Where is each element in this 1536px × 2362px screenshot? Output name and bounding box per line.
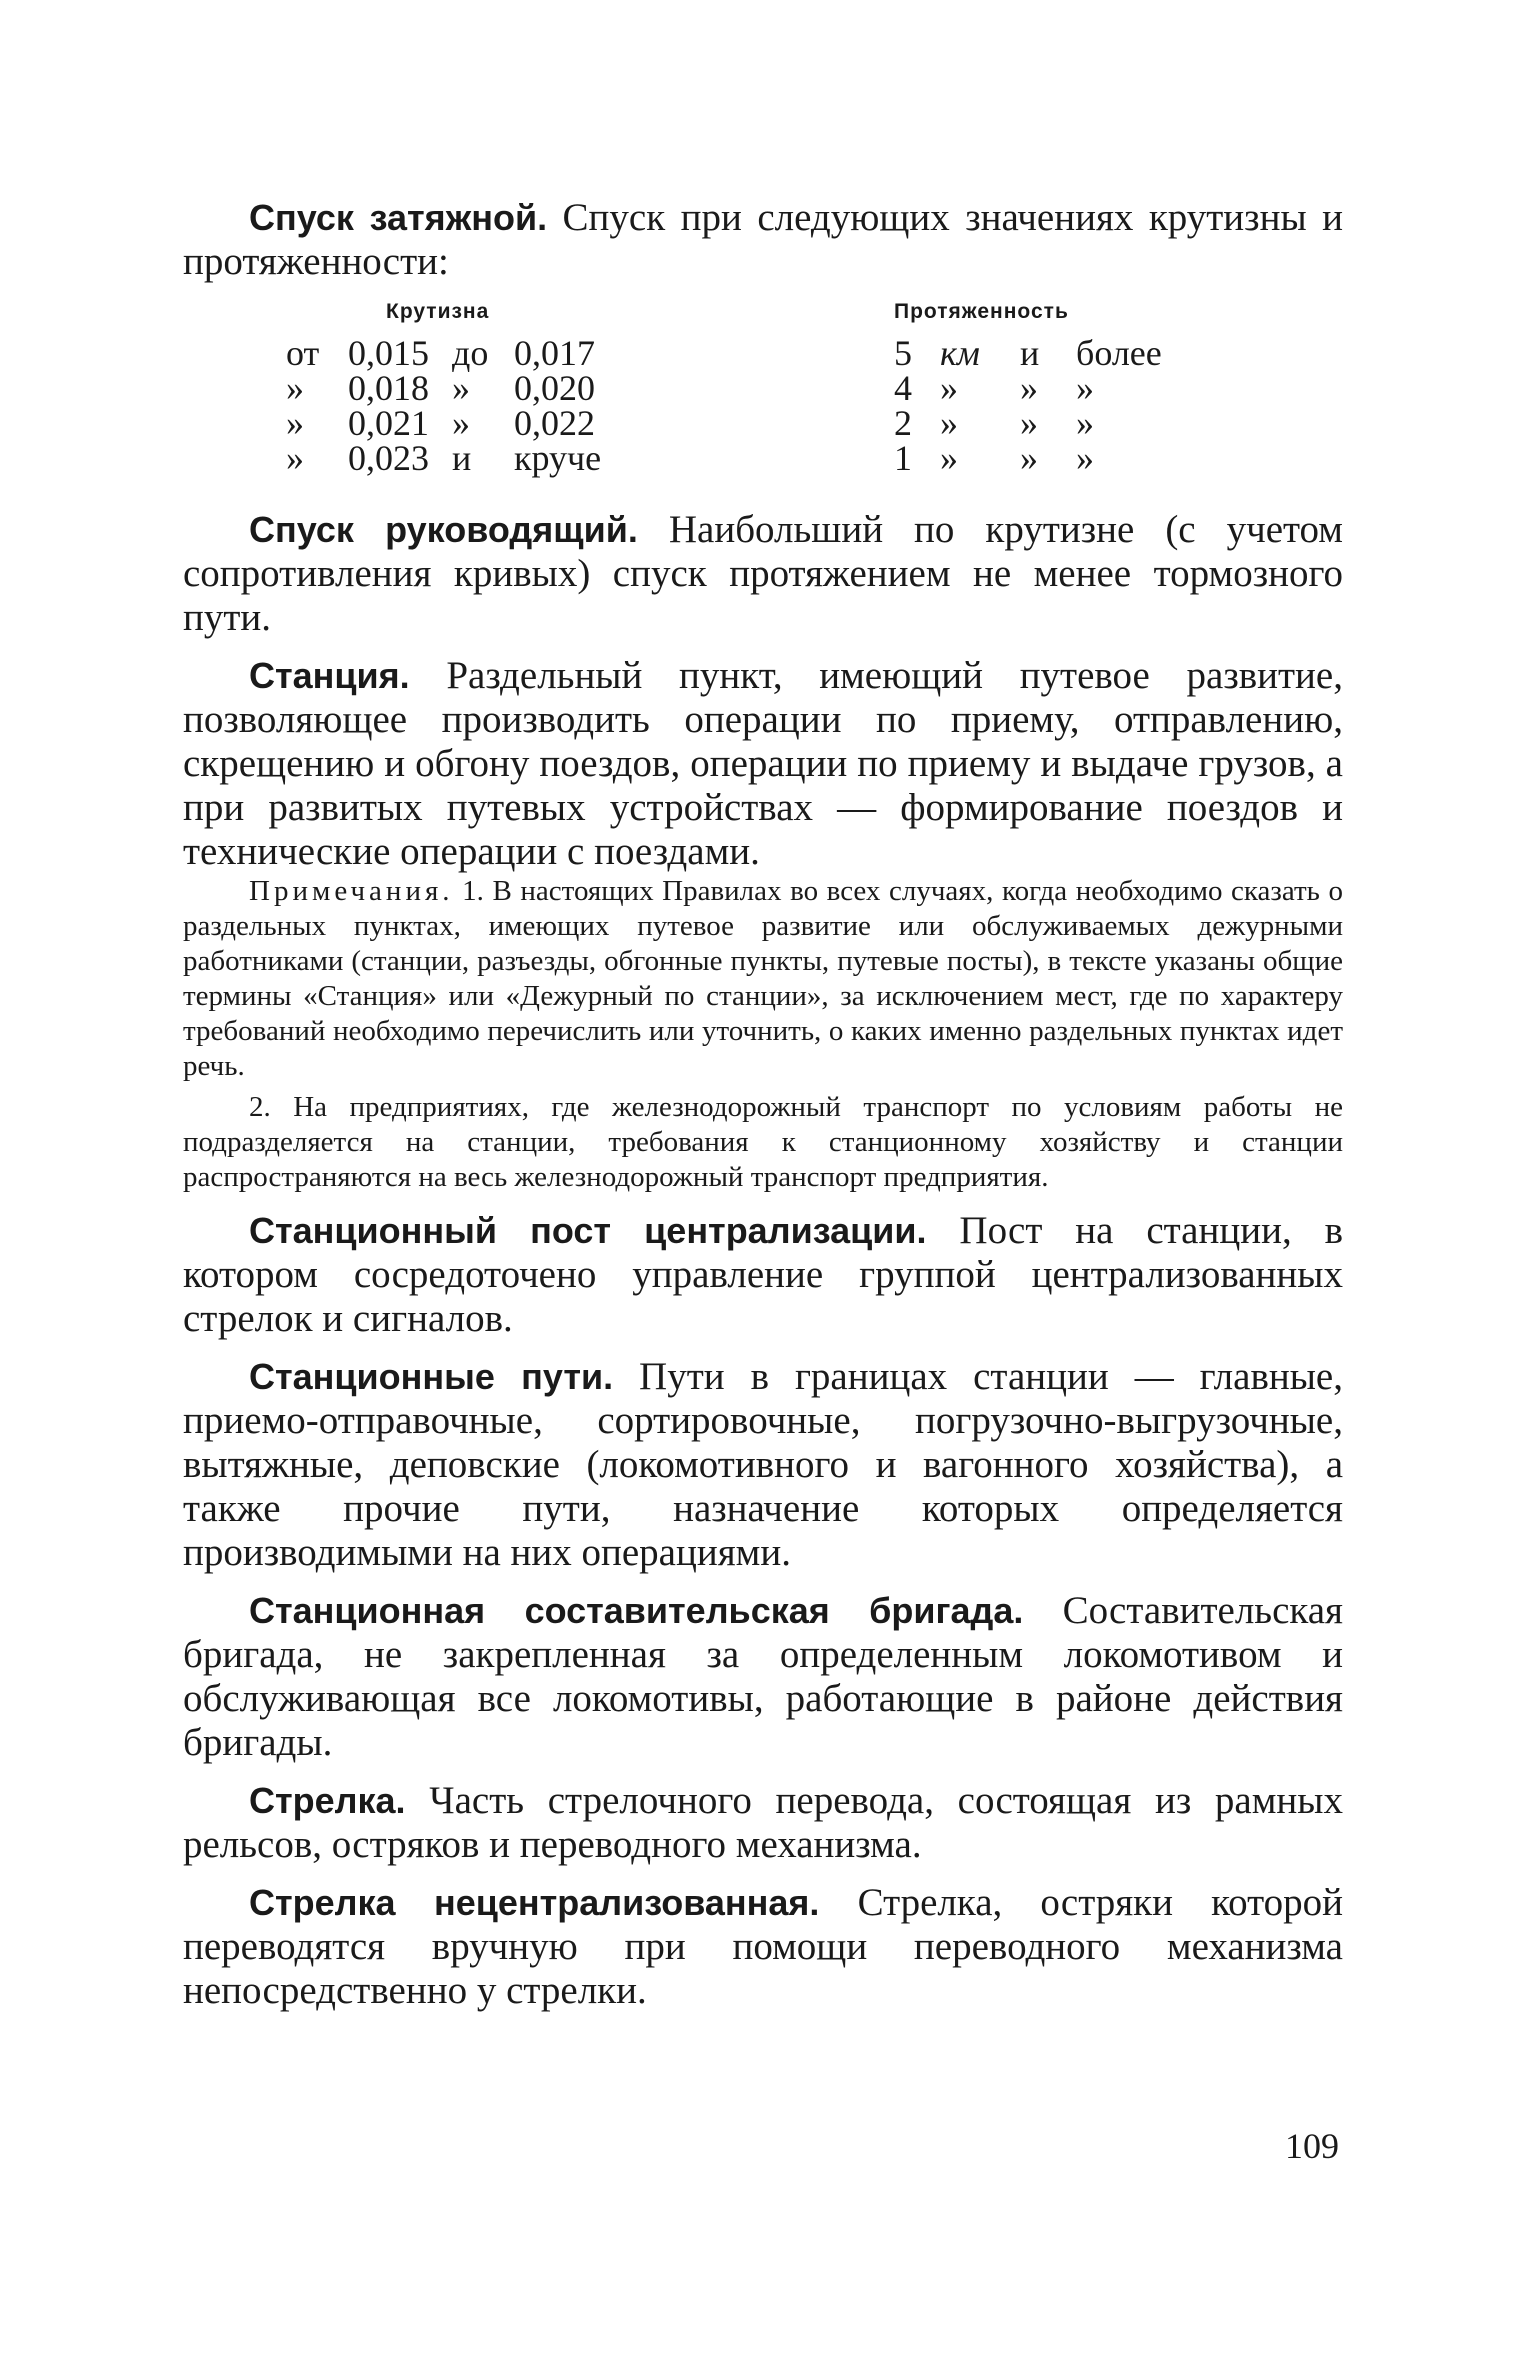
table-row (286, 371, 1222, 406)
cell: км (940, 333, 980, 373)
note-1 (183, 874, 1343, 1084)
cell: 2 (894, 403, 912, 443)
entry-stantsiya (183, 654, 1343, 874)
cell: » (286, 368, 304, 408)
steepness-table (286, 300, 1222, 476)
cell: и (1020, 333, 1040, 373)
entry-spusk-zatyazhnoy (183, 196, 1343, 284)
cell: 0,015 (348, 333, 429, 373)
notes-label: Примечания. (249, 875, 454, 907)
definition: Пост на станции, в котором сосредоточено управление группой централизованных стрелок и сигналов. (183, 1209, 1343, 1340)
term: Стрелка нецентрализованная. (249, 1882, 820, 1923)
cell: » (1020, 368, 1038, 408)
cell: » (1076, 438, 1094, 478)
cell: » (1020, 438, 1038, 478)
definition: Составительская бригада, не закрепленная за определенным локомотивом и обслуживающая все локомотивы, работающие в районе действия бригады. (183, 1589, 1343, 1764)
entry-sostavitelskaya-brigada (183, 1589, 1343, 1765)
cell: » (452, 403, 470, 443)
table-row (286, 336, 1222, 371)
note-1-text: 1. В настоящих Правилах во всех случаях, когда необходимо сказать о раздельных пунктах, имеющих путевое развитие или обслуживаемых дежурными работниками (станции, разъезды, обгонные пункты, путевые посты), в тексте указаны общие термины «Станция» или «Дежурный по станции», за исключением мест, где по характеру требований необходимо перечислить или уточнить, о каких именно раздельных пунктах идет речь. (183, 875, 1343, 1082)
col-header-length: Протяженность (894, 300, 1069, 323)
cell: 0,020 (514, 368, 595, 408)
entry-spusk-rukovodyashchiy (183, 508, 1343, 640)
entry-strelka-netsentralizovannaya (183, 1881, 1343, 2013)
cell: » (286, 403, 304, 443)
cell: 0,018 (348, 368, 429, 408)
definition: Раздельный пункт, имеющий путевое развитие, позволяющее производить операции по приему, отправлению, скрещению и обгону поездов, операции по приему и выдаче грузов, а при развитых путевых устройствах — формирование поездов и технические операции с поездами. (183, 654, 1343, 873)
term: Станция. (249, 655, 410, 696)
cell: » (1076, 368, 1094, 408)
entry-stantsionnye-puti (183, 1355, 1343, 1575)
definition: Наибольший по крутизне (с учетом сопротивления кривых) спуск протяжением не менее тормозного пути. (183, 508, 1343, 639)
cell: 4 (894, 368, 912, 408)
term: Станционные пути. (249, 1356, 614, 1397)
body-text (183, 508, 1343, 2013)
table-row (286, 406, 1222, 441)
cell: более (1076, 333, 1162, 373)
cell: 0,022 (514, 403, 595, 443)
cell: » (940, 368, 958, 408)
cell: круче (514, 438, 602, 478)
definition: Спуск при следующих значениях крутизны и протяженности: (183, 196, 1343, 283)
cell: 0,023 (348, 438, 429, 478)
term: Станционная составительская бригада. (249, 1590, 1024, 1631)
cell: 5 (894, 333, 912, 373)
entry-strelka (183, 1779, 1343, 1867)
cell: до (452, 333, 489, 373)
cell: и (452, 438, 472, 478)
cell: 0,021 (348, 403, 429, 443)
cell: » (1020, 403, 1038, 443)
cell: » (452, 368, 470, 408)
cell: » (940, 403, 958, 443)
cell: от (286, 333, 320, 373)
cell: 0,017 (514, 333, 595, 373)
col-header-steepness: Крутизна (386, 300, 490, 323)
cell: » (940, 438, 958, 478)
definition: Часть стрелочного перевода, состоящая из рамных рельсов, остряков и переводного механизма. (183, 1779, 1343, 1866)
term: Спуск руководящий. (249, 509, 638, 550)
definition: Пути в границах станции — главные, приемо-отправочные, сортировочные, погрузочно-выгрузочные, вытяжные, деповские (локомотивного и вагонного хозяйства), а также прочие пути, назначение которых определяется производимыми на них операциями. (183, 1355, 1343, 1574)
term: Спуск затяжной. (249, 197, 548, 238)
term: Станционный пост централизации. (249, 1210, 927, 1251)
cell: » (286, 438, 304, 478)
cell: 1 (894, 438, 912, 478)
table-row (286, 441, 1222, 476)
cell: » (1076, 403, 1094, 443)
note-2-text: 2. На предприятиях, где железнодорожный транспорт по условиям работы не подразделяется на станции, требования к станционному хозяйству и станции распространяются на весь железнодорожный транспорт предприятия. (183, 1091, 1343, 1193)
entry-stantsionnyy-post (183, 1209, 1343, 1341)
term: Стрелка. (249, 1780, 406, 1821)
page-number: 109 (1285, 2126, 1339, 2166)
definition: Стрелка, остряки которой переводятся вручную при помощи переводного механизма непосредственно у стрелки. (183, 1881, 1343, 2012)
note-2 (183, 1090, 1343, 1195)
